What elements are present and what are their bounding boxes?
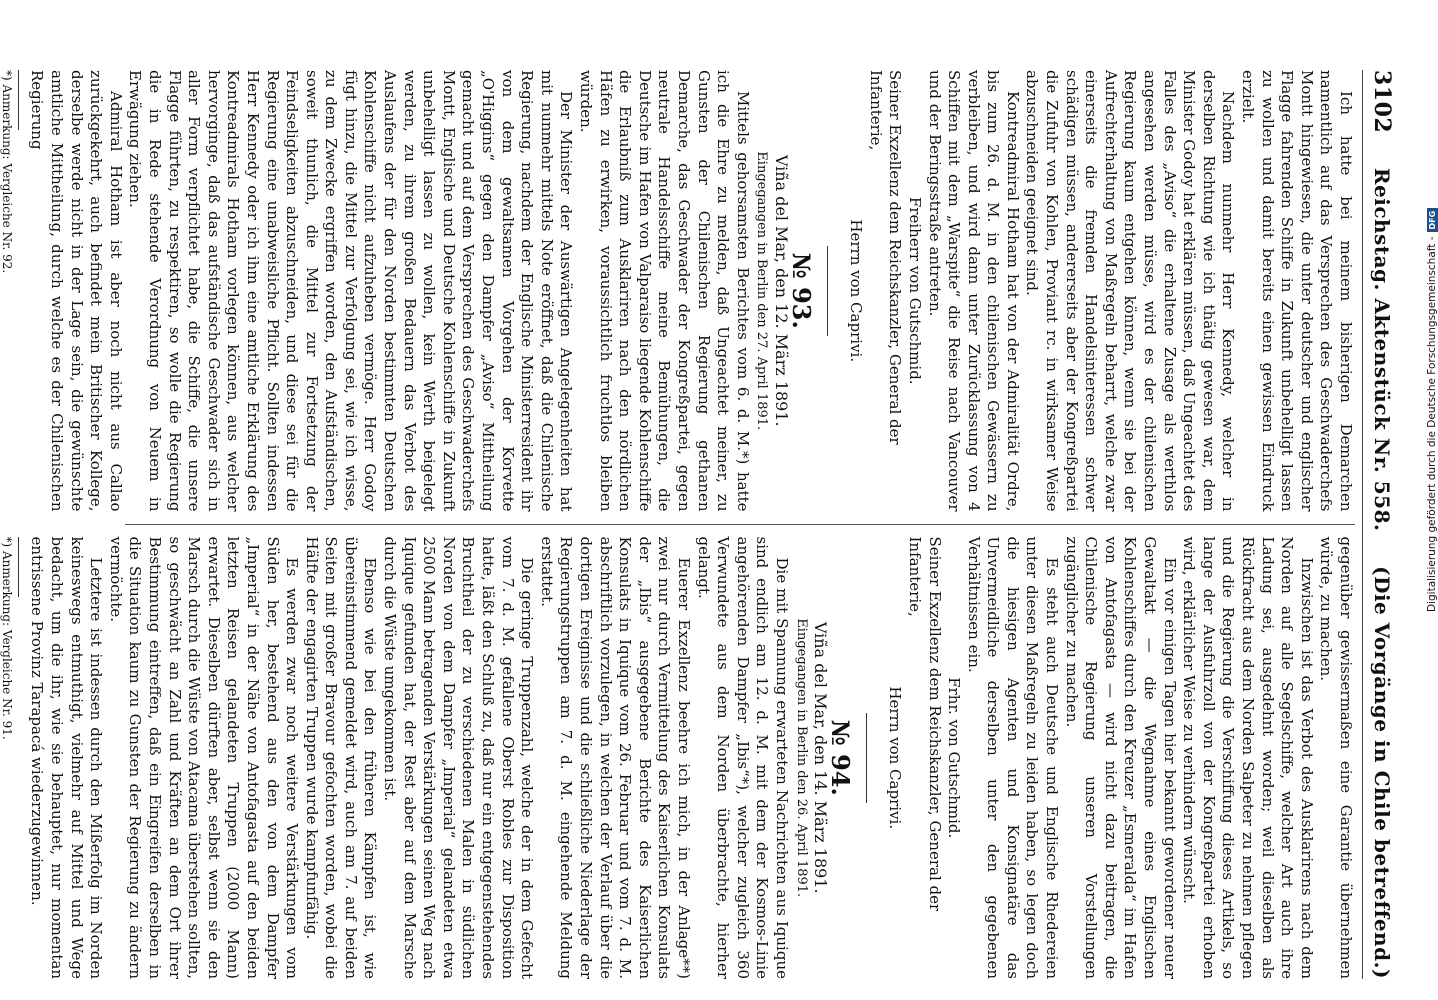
paragraph: Kontreadmiral Hotham hat von der Admiralität Ordre, bis zum 26. d. M. in den chilenischen Gewässern zu verbleiben, und wird dann unter Zurücklassung von 4 Schiffen mit dem „Warspite“ die Reise nach Vancouver und der Beringsstraße antreten. <box>925 70 1022 512</box>
footnote: *) Anmerkung: Vergleiche Nr. 92. <box>0 70 14 274</box>
signature-addressee: Seiner Exzellenz dem Reichskanzler, General der Infanterie, <box>866 70 905 445</box>
paragraph: Ein vor einigen Tagen hier bekannt gewordener neuer Gewaltakt — die Wegnahme eines Englischen Kohlenschiffes durch den Kreuzer „Esmeralda“ im Hafen von Antofagasta — wird nicht dazu beitragen, die Chilenische Regierung unseren Vorstellungen zugänglicher zu machen. <box>1062 536 1179 979</box>
running-head-section: Reichstag. Aktenstück Nr. 558. <box>1370 167 1394 532</box>
paragraph: Der Minister der Auswärtigen Angelegenheiten hat mit nunmehr mittels Note eröffnet, daß die Chilenische Regierung, nachdem der Englische Ministerresident ihr von dem gewaltsamen Vorgehen der Korvette „O'Higgins“ gegen den Dampfer „Aviso“ Mittheilung gemacht und auf dem Versprechen des Geschwaderchefs Montt, Englische und Deutsche Kohlenschiffe in Zukunft unbehelligt lassen zu wollen, kein Werth beigelegt werden, zu ihrem großen Bedauern das Verbot des Auslaufens der für den Norden bestimmten Deutschen Kohlenschiffe nicht aufzuheben vermöge. Herr Godoy fügt hinzu, die Mittel zur Verfolgung sei, wie ich wisse, zu dem Zwecke ergriffen worden, den Aufständischen, soweit thunlich, die Mittel zur Fortsetzung der Feindseligkeiten abzuschneiden, und diese sei für die Regierung eine unabweisliche Pflicht. Sollten indessen Herr Kennedy oder ich ihm eine amtliche Erklärung des Kontreadmirals Hotham vorlegen können, aus welcher hervorginge, daß das aufständische Geschwader sich in aller Form verpflichtet habe, die Schiffe, die unsere Flagge führten, zu respektiren, so wolle die Regierung die in Rede stehende Verordnung von Neuem in Erwägung ziehen. <box>126 70 576 512</box>
paragraph: Ebenso wie bei den früheren Kämpfen ist, wie übereinstimmend gemeldet wird, auch am 7. auf beiden Seiten mit großer Bravour gefochten worden, wobei die Hälfte der engagirten Truppen wurde kampfunfähig. <box>302 536 380 979</box>
paragraph: Die geringe Truppenzahl, welche der in dem Gefecht vom 7. d. M. gefallene Oberst Robles zur Disposition hatte, läßt den Schluß zu, daß nur ein entgegenstehendes Bruchtheil der zu verschiedenen Malen in südlichen Norden von dem Dampfer „Imperial“ gelandeten etwa 2500 Mann betragenden Verstärkungen seinen Weg nach Iquique gefunden hat, der Rest aber auf dem Marsche durch die Wüste umgekommen ist. <box>381 536 537 979</box>
section-divider <box>866 713 867 803</box>
digitization-credit <box>1426 208 1438 612</box>
paragraph: Euerer Exzellenz beehre ich mich, in der Anlage**) zwei nur durch Vermittelung des Kaiserlichen Konsulats der „Ibis“ ausgegebene Berichte des Kaiserlichen Konsulats in Iquique vom 26. Februar und vom 7. d. M. abschriftlich vorzulegen, in welchen der Verlauf über die dortigen Ereignisse und die schließliche Niederlage der Regierungstruppen am 7. d. M. eingehende Meldung erstattet. <box>537 536 693 979</box>
paragraph: Ich hatte bei meinem bisherigen Demarchen namentlich auf das Versprechen des Geschwaderchefs Montt hingewiesen, die unter deutscher und englischer Flagge fahrenden Schiffe in Zukunft unbehelligt lassen zu wollen und damit bereits einen gewissen Eindruck erzielt. <box>1239 70 1355 512</box>
paragraph: Mittels gehorsamsten Berichtes vom 6. d. M.*) hatte ich die Ehre zu melden, daß Ungeachtet meiner, zu Gunsten der Chilenischen Regierung gethanen Demarche, das Geschwader der Kongreßpartei, gegen neutrale Handelsschiffe meine Bemühungen, die Deutsche im Hafen von Valparaiso liegende Kohlenschiffe die Erlaubniß zum Ausklariren nach den nördlichen Häfen zu erwirken, voraussichtlich fruchtlos bleiben würden. <box>577 70 752 512</box>
signature-name: Frhr. von Gutschmid. <box>945 677 964 839</box>
footnote: *) Anmerkung: Vergleiche Nr. 91. <box>0 536 14 740</box>
running-head <box>1362 70 1395 979</box>
footnote-divider <box>18 70 19 130</box>
document-number: № 93. <box>786 252 816 329</box>
scanned-page <box>0 62 1395 987</box>
paragraph: Inzwischen ist das Verbot des Ausklarirens nach dem Norden auf alle Segelschiffe, welcher Art auch ihre Ladung sei, ausgedehnt worden; weil dieselben als Rückfracht aus dem Norden Salpeter zu nehmen pflegen und die Regierung die Verschiffung dieses Artikels, so lange der Ausfuhrzoll von der Kongreßpartei erhoben wird, erklärlicher Weise zu verhindern wünscht. <box>1180 536 1316 979</box>
dfg-logo-icon: DFG <box>1427 208 1438 233</box>
paragraph: Letztere ist indessen durch den Mißerfolg im Norden keineswegs entmuthigt, vielmehr auf Mittel und Wege bedacht, um die ihr, wie sie behauptet, nur momentan entrissene Provinz Tarapacá wiederzugewinnen. <box>28 536 106 979</box>
signature-addressee: Seiner Exzellenz dem Reichskanzler, General der Infanterie, <box>905 536 944 912</box>
paragraph: Nachdem nunmehr Herr Kennedy, welcher in derselben Richtung wie ich thätig gewesen war, dem Minister Godoy hat erklären müssen, daß Ungeachtet des Falles des „Aviso“ die erhaltene Zusage als werthlos angesehen werden müsse, wird es der chilenischen Regierung kaum entgehen können, wenn sie bei der Aufrechterhaltung von Maßregeln beharrt, welche zwar einerseits die fremden Handelsinteressen schwer schädigen müssen, andererseits aber der Kongreßpartei die Zufuhr von Kohlen, Proviant rc. in wirksamer Weise abzuschneiden geeignet sind. <box>1023 70 1238 512</box>
signature-name: Freiherr von Gutschmid. <box>905 196 924 385</box>
paragraph: Die mit Spannung erwarteten Nachrichten aus Iquique sind endlich am 12. d. M. mit dem der Kosmos-Linie angehörenden Dampfer „Ibis“*), welcher zugleich 360 Verwundete aus dem Norden überbrachte, hierher gelangt. <box>694 536 791 979</box>
credit-text: Digitalisierung gefördert durch die Deutsche Forschungsgemeinschaft - <box>1426 236 1438 612</box>
received-note: Eingegangen in Berlin den 27. April 1891. <box>754 151 770 431</box>
right-column <box>0 525 1355 980</box>
dateline: Viña del Mar, den 14. März 1891. <box>811 621 831 894</box>
document-number: № 94. <box>825 719 855 796</box>
footnote-divider <box>18 537 19 597</box>
page-number: 3102 <box>1369 70 1395 134</box>
paragraph: Admiral Hotham ist aber noch nicht aus Callao zurückgekehrt, auch befindet mein Britischer Kollege, derselbe werde nicht in der Lage sein, die gewünschte amtliche Mittheilung, durch welche es der Chilenischen Regierung <box>28 70 125 512</box>
received-note: Eingegangen in Berlin den 26. April 1891. <box>793 618 809 898</box>
paragraph: Es steht auch Deutsche und Englische Rhedereien unter diesen Maßregeln zu leiden haben, so legen doch die hiesigen Agenten und Konsignatäre das Unvermeidliche derselben unter den gegebenen Verhältnissen ein. <box>964 536 1062 979</box>
two-column-body <box>0 70 1355 979</box>
signature-addressee-name: Herrn von Caprivi. <box>886 686 905 830</box>
dateline: Viña del Mar, den 12. März 1891. <box>771 154 791 427</box>
signature-addressee-name: Herrn von Caprivi. <box>847 219 866 363</box>
section-divider <box>827 246 828 336</box>
running-head-topic: (Die Vorgänge in Chile betreffend.) <box>1370 566 1394 979</box>
left-column <box>0 70 1355 525</box>
paragraph: Es werden zwar noch weitere Verstärkungen vom Süden her, bestehend aus den von dem Dampfer „Imperial“ in der Nähe von Antofagasta auf den beiden letzten Reisen gelandeten Truppen (2000 Mann) erwartet. Dieselben dürften aber, selbst wenn sie den Marsch durch die Wüste von Atacama überstehen sollten, so geschwächt an Zahl und Kräften an dem Ort ihrer Bestimmung eintreffen, daß ein Eingreifen derselben in die Situation kaum zu Gunsten der Regierung zu ändern vermöchte. <box>106 536 302 979</box>
paragraph: gegenüber gewissermaßen eine Garantie übernehmen würde, zu machen. <box>1317 536 1355 979</box>
